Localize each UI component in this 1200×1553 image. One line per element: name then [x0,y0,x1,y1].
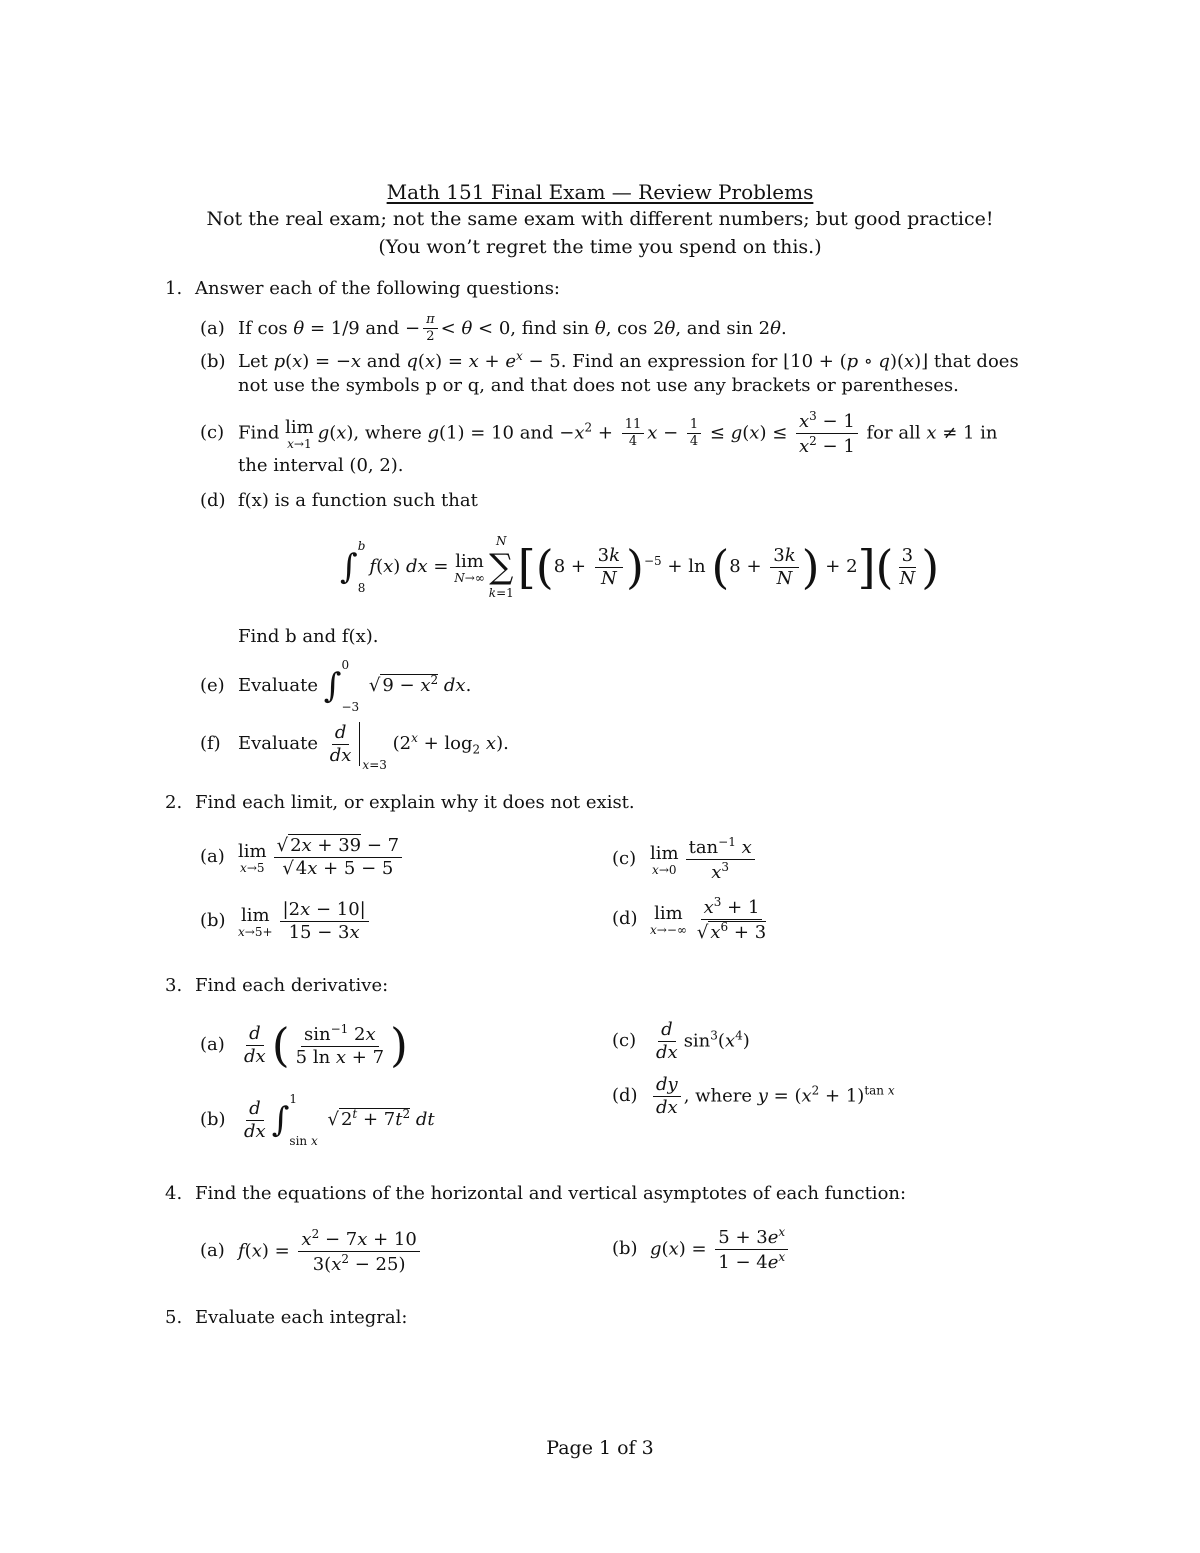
problem-2a: (a) lim x→5 $\frac{√ 2x + 39 - 7}{√ 4x + 5 - 5}$ [200,836,405,879]
page-note: (You won’t regret the time you spend on this.) [378,236,822,258]
problem-1c: (c) Find lim x→1 g(x), where g(1) = 10 and $-x^2$ + $\frac{11}{4}$ x − $\frac{1}{4}$ ≤ g(x) ≤ $\frac{x^3 - 1}{x^2 - 1}$ for all x ≠ 1 in [200,409,998,457]
problem-1f: (f) Evaluate $\frac{d}{dx}$ $_{x=3}$ $(2^x + \log_2 x)$. [200,721,509,772]
problem-3d: (d) $\frac{dy}{dx}$ , where $y = (x^2 + 1)^{tan x}$ [612,1074,895,1118]
problem-1d: (d) f(x) is a function such that [200,490,478,511]
problem-1e: (e) Evaluate ∫ 0 −3 √ $9 - x^2$ dx. [200,658,472,714]
problem-1b: (b) Let p(x) = −x and $q(x) = x + e^x - 5$. Find an expression for ⌊10 + (p ∘ q)(x)⌋ that does [200,349,1019,372]
problem-1d-equation: ∫ b 8 f(x) dx = lim N→∞ N ∑ k=1 [(8 + $\frac{3k}{N}$ )$^{-5}$ + ln (8 + $\frac{3k}{N}$ ) + 2]( $\frac{3}{N}$ ) [340,534,940,600]
problem-4a: (a) f(x) = $\frac{x^2 - 7x + 10}{3(x^2 - 25)}$ [200,1228,423,1275]
problem-2c: (c) lim x→0 $\frac{\tan^{-1} x}{x^3}$ [612,836,758,883]
page-subtitle: Not the real exam; not the same exam with different numbers; but good practice! [206,208,994,230]
problem-1d-find: Find b and f(x). [238,626,379,647]
page-number: Page 1 of 3 [546,1437,654,1459]
problem-2b: (b) lim x→5+ $\frac{|2x - 10|}{15 - 3x}$ [200,900,372,943]
exam-page: Math 151 Final Exam — Review Problems Not the real exam; not the same exam with different numbers; but good practice! (You won’t regret the time you spend on this.) 1. Answer each of the following questions: (a) If cos θ = 1/9 and − $\frac{\pi}{2}$ < θ < 0, find sin θ, cos 2θ, and sin 2θ. (b) Let p(x) = −x and $q(x) = x + e^x - 5$. Find an expression for ⌊10 + (p ∘ q)(x)⌋ that does not use the symbols p or q, and that does not use any brackets or parentheses. (c) Find lim x→1 g(x), where g(1) = 10 and $-x^2$ + $\frac{11}{4}$ x − $\frac{1}{4}$ ≤ g(x) ≤ $\frac{x^3 - 1}{x^2 - 1}$ for all x ≠ 1 in the interval (0, 2). (d) f(x) is a function such that ∫ b 8 f(x) dx = lim N→∞ N ∑ k=1 [(8 + $\frac{3k}{N}$ )$^{-5}$ + ln (8 + $\frac{3k}{N}$ ) + 2]( $\frac{3}{N}$ ) Find b and f(x). (e) Evaluate ∫ 0 −3 √ $9 - x^2$ dx. (f) Evaluate $\frac{d}{dx}$ $_{x=3}$ $(2^x + \log_2 x)$. 2. Find each limit, or explain why it does not exist. (a) lim x→5 $\frac{√ 2x + 39 - 7}{√ 4x + 5 - 5}$ (c) lim x→0 $\frac{\tan^{-1} x}{x^3}$ (b) lim x→5+ $\frac{|2x - 10|}{15 - 3x}$ (d) lim x→−∞ $\frac{x^3 + 1}{√ x^6 + 3}$ 3. Find each derivative: (a) $\frac{d}{dx}$ ( $\frac{\sin^{-1} 2x}{\text{5 ln x + 7}}$ ) (c) $\frac{d}{dx}$ $\sin^3(x^4)$ (d) $\frac{dy}{dx}$ , where $y = (x^2 + 1)^{tan x}$ (b) $\frac{d}{dx}$ ∫ 1 sin x √ $2^t + 7t^2$ dt 4. Find the equations of the horizontal and vertical asymptotes of each function: (a) f(x) = $\frac{x^2 - 7x + 10}{3(x^2 - 25)}$ (b) g(x) = $\frac{5 + 3e^x}{1 - 4e^x}$ 5. Evaluate each integral: Page 1 of 3 [0,0,1200,1553]
problem-3c: (c) $\frac{d}{dx}$ $\sin^3(x^4)$ [612,1019,750,1063]
problem-1b-line2: not use the symbols p or q, and that does not use any brackets or parentheses. [238,375,959,396]
problem-1a: (a) If cos θ = 1/9 and − $\frac{\pi}{2}$ < θ < 0, find sin θ, cos 2θ, and sin 2θ. [200,312,787,345]
problem-3b: (b) $\frac{d}{dx}$ ∫ 1 sin x √ $2^t + 7t^2$ dt [200,1092,435,1148]
problem-1c-line2: the interval (0, 2). [238,455,404,476]
problem-3a: (a) $\frac{d}{dx}$ ( $\frac{\sin^{-1} 2x}{\text{5 ln x + 7}}$ ) [200,1018,408,1072]
page-title: Math 151 Final Exam — Review Problems [386,180,814,204]
problem-2d: (d) lim x→−∞ $\frac{x^3 + 1}{√ x^6 + 3}$ [612,895,767,943]
problem-4b: (b) g(x) = $\frac{5 + 3e^x}{1 - 4e^x}$ [612,1226,791,1273]
